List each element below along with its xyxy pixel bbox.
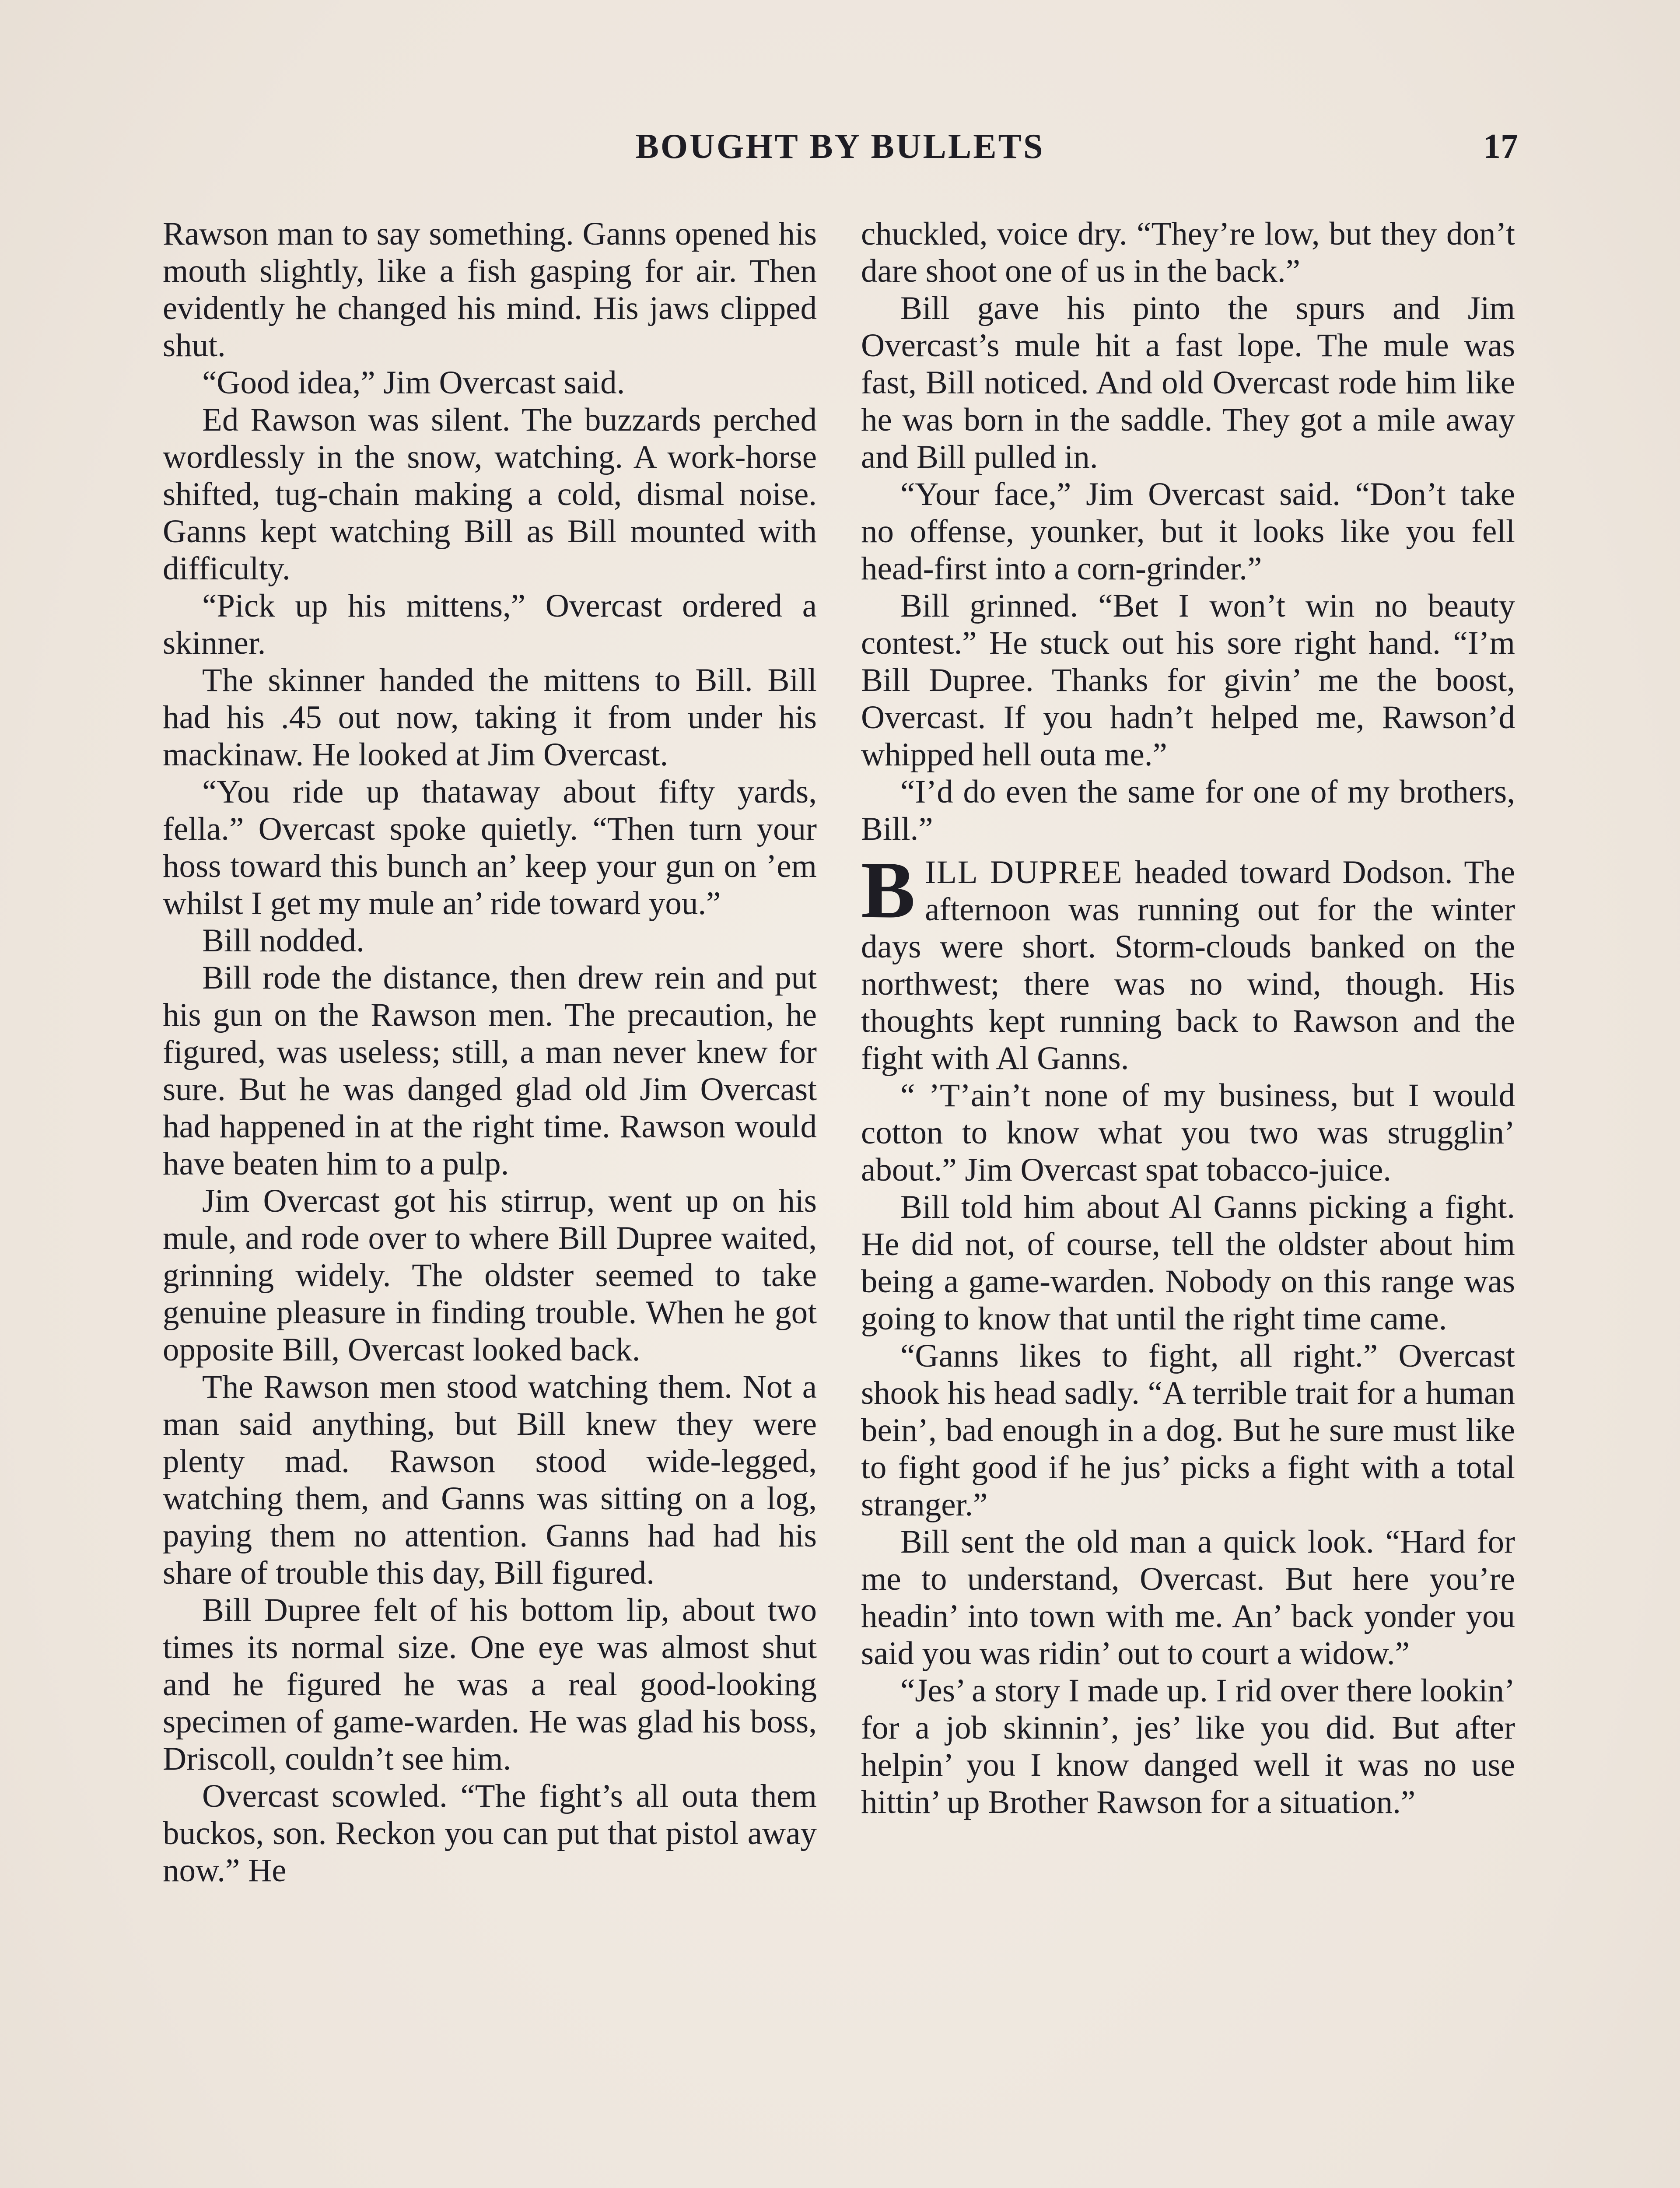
paragraph: Bill told him about Al Ganns picking a fight. He did not, of course, tell the oldster about him being a game-warden. Nobody on this range was going to know that until the right time came. bbox=[861, 1189, 1515, 1337]
section-caps: ILL DUPREE bbox=[925, 854, 1123, 891]
paragraph: Bill nodded. bbox=[202, 922, 364, 959]
paragraph: chuckled, voice dry. “They’re low, but they don’t dare shoot one of us in the back.” bbox=[861, 216, 1515, 289]
left-column bbox=[163, 215, 817, 1889]
paragraph: The Rawson men stood watching them. Not a man said anything, but Bill knew they were plenty mad. Rawson stood wide-legged, watching them, and Ganns was sitting on a log, paying them no attention. Ganns had had his share of trouble this day, Bill figured. bbox=[163, 1369, 817, 1591]
paragraph: “Ganns likes to fight, all right.” Overcast shook his head sadly. “A terrible trait for a human bein’, bad enough in a dog. But he sure must like to fight good if he jus’ picks a fight with a total stranger.” bbox=[861, 1338, 1515, 1523]
section-text: headed toward Dodson. The afternoon was running out for the winter days were short. Storm-clouds banked on the northwest; there was no wind, though. His thoughts kept running back to Rawson and the fight with Al Ganns. bbox=[861, 854, 1515, 1076]
paragraph: “You ride up thataway about fifty yards, fella.” Overcast spoke quietly. “Then turn your hoss toward this bunch an’ keep your gun on ’em whilst I get my mule an’ ride toward you.” bbox=[163, 774, 817, 922]
paragraph: Rawson man to say something. Ganns opened his mouth slightly, like a fish gasping for air. Then evidently he changed his mind. His jaws clipped shut. bbox=[163, 216, 817, 364]
running-title: BOUGHT BY BULLETS bbox=[635, 127, 1045, 166]
page-header bbox=[162, 127, 1518, 175]
paragraph: Bill grinned. “Bet I won’t win no beauty contest.” He stuck out his sore right hand. “I’m Bill Dupree. Thanks for givin’ me the boost, Overcast. If you hadn’t helped me, Rawson’d whipped hell outa me.” bbox=[861, 588, 1515, 773]
section-start-paragraph bbox=[861, 845, 1515, 1077]
right-column bbox=[861, 215, 1515, 1821]
paragraph: “Good idea,” Jim Overcast said. bbox=[202, 365, 625, 401]
paragraph: “I’d do even the same for one of my brothers, Bill.” bbox=[861, 774, 1515, 847]
drop-cap: B bbox=[861, 845, 916, 935]
paragraph: “Jes’ a story I made up. I rid over there lookin’ for a job skinnin’, jes’ like you did. But after helpin’ you I know danged well it was no use hittin’ up Brother Rawson for a situation.” bbox=[861, 1673, 1515, 1820]
paragraph: The skinner handed the mittens to Bill. Bill had his .45 out now, taking it from under his mackinaw. He looked at Jim Overcast. bbox=[163, 662, 817, 773]
paragraph: Bill gave his pinto the spurs and Jim Overcast’s mule hit a fast lope. The mule was fast, Bill noticed. And old Overcast rode him like he was born in the saddle. They got a mile away and Bill pulled in. bbox=[861, 290, 1515, 475]
paragraph: “Your face,” Jim Overcast said. “Don’t take no offense, younker, but it looks like you fell head-first into a corn-grinder.” bbox=[861, 476, 1515, 587]
paragraph: Bill rode the distance, then drew rein and put his gun on the Rawson men. The precaution, he figured, was useless; still, a man never knew for sure. But he was danged glad old Jim Overcast had happened in at the right time. Rawson would have beaten him to a pulp. bbox=[163, 960, 817, 1182]
paragraph: “ ’T’ain’t none of my business, but I would cotton to know what you two was strugglin’ about.” Jim Overcast spat tobacco-juice. bbox=[861, 1077, 1515, 1188]
paragraph: Ed Rawson was silent. The buzzards perched wordlessly in the snow, watching. A work-horse shifted, tug-chain making a cold, dismal noise. Ganns kept watching Bill as Bill mounted with difficulty. bbox=[163, 402, 817, 587]
paragraph: Bill Dupree felt of his bottom lip, about two times its normal size. One eye was almost shut and he figured he was a real good-looking specimen of game-warden. He was glad his boss, Driscoll, couldn’t see him. bbox=[163, 1592, 817, 1777]
paragraph: Bill sent the old man a quick look. “Hard for me to understand, Overcast. But here you’re headin’ into town with me. An’ back yonder you said you was ridin’ out to court a widow.” bbox=[861, 1524, 1515, 1672]
page-number: 17 bbox=[1483, 127, 1518, 166]
paragraph: “Pick up his mittens,” Overcast ordered a skinner. bbox=[163, 588, 817, 661]
paragraph: Overcast scowled. “The fight’s all outa them buckos, son. Reckon you can put that pistol away now.” He bbox=[163, 1778, 817, 1889]
paragraph: Jim Overcast got his stirrup, went up on his mule, and rode over to where Bill Dupree waited, grinning widely. The oldster seemed to take genuine pleasure in finding trouble. When he got opposite Bill, Overcast looked back. bbox=[163, 1183, 817, 1368]
